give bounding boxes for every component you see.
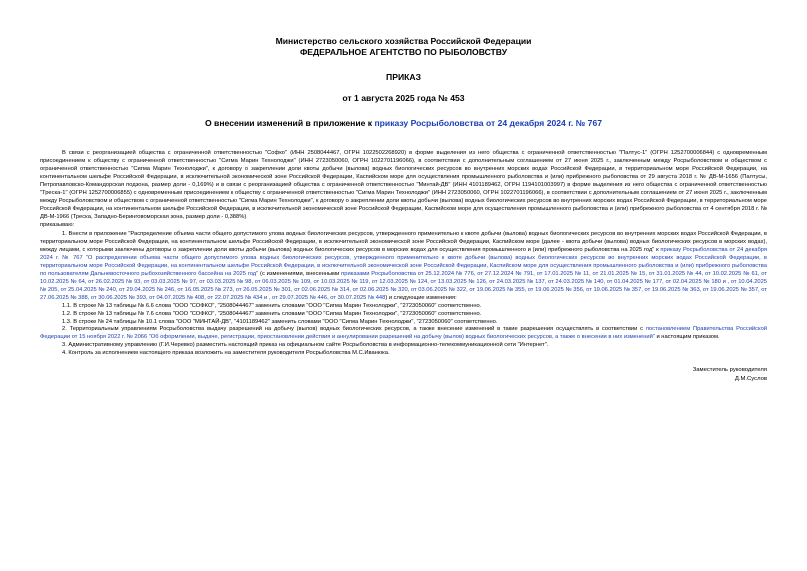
signature-block: [40, 366, 767, 383]
item-1-2: 1.2. В строке № 13 таблицы № 7.6 слова "ООО "СОФКО", "2508044467" заменить словами "ООО "Сигма Марин Технолоджи", "2723050060" соответственно.: [62, 310, 482, 317]
government-decree-link[interactable]: постановлением Правительства Российской Федерации от 15 ноября 2022 г. № 2066 "Об оформлении, выдаче, регистрации, приостановлении действия и аннулировании разрешений на добычу (вылов) водных биологических ресурсов, а также о внесении в них изменений": [40, 326, 767, 341]
item-1-text-b: (с изменениями, внесенными: [258, 270, 342, 277]
amending-orders-link[interactable]: приказами Росрыболовства от 25.12.2024 № 776, от 27.12.2024 № 791, от 17.01.2025 № 11, от 21.01.2025 № 15, от 31.01.2025 № 44, от 10.02.2025 № 61, от 10.02.2025 № 64, от 26.02.2025 № 93, от 03.03.2025 № 97, от 03.03.2025 № 98, от 06.03.2025 № 109, от 10.03.2025 № 119, от 12.03.2025 № 124, от 13.03.2025 № 126, от 24.03.2025 № 137, от 24.03.2025 № 140, от 01.04.2025 № 177, от 02.04.2025 № 180 и , от 10.04.2025 № 205, от 25.04.2025 № 240, от 29.04.2025 № 246, от 16.05.2025 № 273, от 26.05.2025 № 301, от 02.06.2025 № 314, от 02.06.2025 № 320, от 03.06.2025 № 322, от 19.06.2025 № 355, от 19.06.2025 № 356, от 19.06.2025 № 357, от 19.06.2025 № 363, от 19.06.2025 № 357, от 27.06.2025 № 388, от 30.06.2025 № 393, от 04.07.2025 № 408, от 22.07.2025 № 434 и , от 29.07.2025 № 446, от 30.07.2025 № 448: [40, 270, 767, 301]
item-2-text-a: 2. Территориальным управлениям Росрыболовства выдачу разрешений на добычу (вылов) водных биологических ресурсов, а также внесение изменений в такие разрешения осуществлять в соответствии с: [62, 326, 646, 333]
signer-name: Д.М.Суслов: [734, 375, 767, 382]
document-title: [40, 118, 767, 129]
prikazyvayu-line: приказываю:: [40, 221, 75, 228]
document-type: ПРИКАЗ: [386, 72, 421, 82]
item-1-paragraph: [40, 231, 767, 303]
item-2-text-b: и настоящим приказом.: [654, 334, 720, 341]
agency-name: ФЕДЕРАЛЬНОЕ АГЕНТСТВО ПО РЫБОЛОВСТВУ: [299, 47, 508, 57]
item-1-text-c: ) и следующие изменения:: [385, 294, 457, 301]
item-1-1: 1.1. В строке № 13 таблицы № 6.6 слова "ООО "СОФКО", "2508044467" заменить словами "ООО "Сигма Марин Технолоджи", "2723050060" соответственно.: [62, 302, 482, 309]
item-2-paragraph: [40, 326, 767, 342]
document-title-text: О внесении изменений в приложение к: [204, 118, 375, 128]
title-order-link[interactable]: приказу Росрыболовства от 24 декабря 2024 г. № 767: [374, 118, 603, 128]
preamble-paragraph: В связи с реорганизацией общества с ограниченной ответственностью "Софко" (ИНН 2508044467, ОГРН 1022502268920) в форме выделения из него общества с ограниченной ответственностью "Палтус-1" (ОГРН 1252700006844) с одновременным присоединением к обществу с ограниченной ответственностью "Сигма Марин Технолоджи" (ИНН 2723050060, ОГРН 1022701196066), в соответствии с дополнительным соглашением от 27 июня 2025 г., заключенным между Росрыболовством и обществом с ограниченной ответственностью "Сигма Марин Технолоджи", к договору о закреплении доли квоты добычи (вылова) водных биологических ресурсов во внутренних морских водах Российской Федерации, в территориальном море Российской Федерации, на континентальном шельфе Российской Федерации, в исключительной экономической зоне Российской Федерации, Каспийском море для осуществления промышленного рыболовства и (или) прибрежного рыболовства от 29 августа 2018 г. № ДВ-М-1656 (Палтусы, Петропавловско-Командорская подзона, размер доли - 0,169%) и в связи с реорганизацией общества с ограниченной ответственностью "Минтай-ДВ" (ИНН 4101189462, ОГРН 1194101003997) в форме выделения из него общества с ограниченной ответственностью "Треска-1" (ОГРН 1252700006855) с одновременным присоединением к обществу с ограниченной ответственностью "Сигма Марин Технолоджи" (ИНН 2723050060, ОГРН 1022701196066), в соответствии с дополнительным соглашением от 27 июня 2025 г., заключенным между Росрыболовством и обществом с ограниченной ответственностью "Сигма Марин Технолоджи", к договору о закреплении доли квоты добычи (вылова) водных биологических ресурсов во внутренних морских водах Российской Федерации, в территориальном море Российской Федерации, на континентальном шельфе Российской Федерации, в исключительной экономической зоне Российской Федерации, Каспийском море для осуществления промышленного рыболовства и (или) прибрежного рыболовства от 4 сентября 2018 г. № ДВ-М-1966 (Треска, Западно-Беринговоморская зона, размер доли - 0,388%): [40, 150, 767, 220]
order-767-link[interactable]: приказу Росрыболовства от 24 декабря 2024 г. № 767 "О распределении объема части общего допустимого улова водных биологических ресурсов, утвержденного применительно к квоте добычи (вылова) водных биологических ресурсов во внутренних морских водах Российской Федерации, в территориальном море Российской Федерации, на континентальном шельфе Российской Федерации, в исключительной экономической зоне Российской Федерации, Каспийском море для осуществления промышленного рыболовства и (или) прибрежного рыболовства по пользователям Дальневосточного рыбохозяйственного бассейна на 2025 год": [40, 246, 767, 277]
ministry-name: Министерство сельского хозяйства Российской Федерации: [275, 36, 532, 46]
document-date-number: от 1 августа 2025 года № 453: [342, 93, 465, 103]
item-4-paragraph: 4. Контроль за исполнением настоящего приказа возложить на заместителя руководителя Росрыболовства М.С.Иванюка.: [62, 350, 390, 357]
item-1-text-a: 1. Внести в приложение "Распределение объема части общего допустимого улова водных биологических ресурсов, утвержденного применительно к квоте добычи (вылова) водных биологических ресурсов во внутренних морских водах Российской Федерации, в территориальном море Российской Федерации, на континентальном шельфе Российской Федерации, в исключительной экономической зоне Российской Федерации, Каспийском море (далее - квота добычи (вылова) водных биологических ресурсов в морских водах), между лицами, с которыми заключены договоры о закреплении доли квоты добычи (вылова) водных биологических ресурсов в морских водах для осуществления промышленного и (или) прибрежного рыболовства на 2025 год" к: [40, 231, 767, 253]
item-3-paragraph: 3. Административному управлению (Г.И.Черевко) разместить настоящий приказ на официальном сайте Росрыболовства в информационно-телекоммуникационной сети "Интернет".: [62, 342, 549, 349]
document-body: [40, 150, 767, 358]
signer-position: Заместитель руководителя: [692, 367, 767, 374]
item-1-3: 1.3. В строке № 24 таблицы № 10.1 слова "ООО "МИНТАЙ-ДВ", "4101189462" заменить словами "ООО "Сигма Марин Технолоджи", "2723050060" соответственно.: [62, 318, 498, 325]
